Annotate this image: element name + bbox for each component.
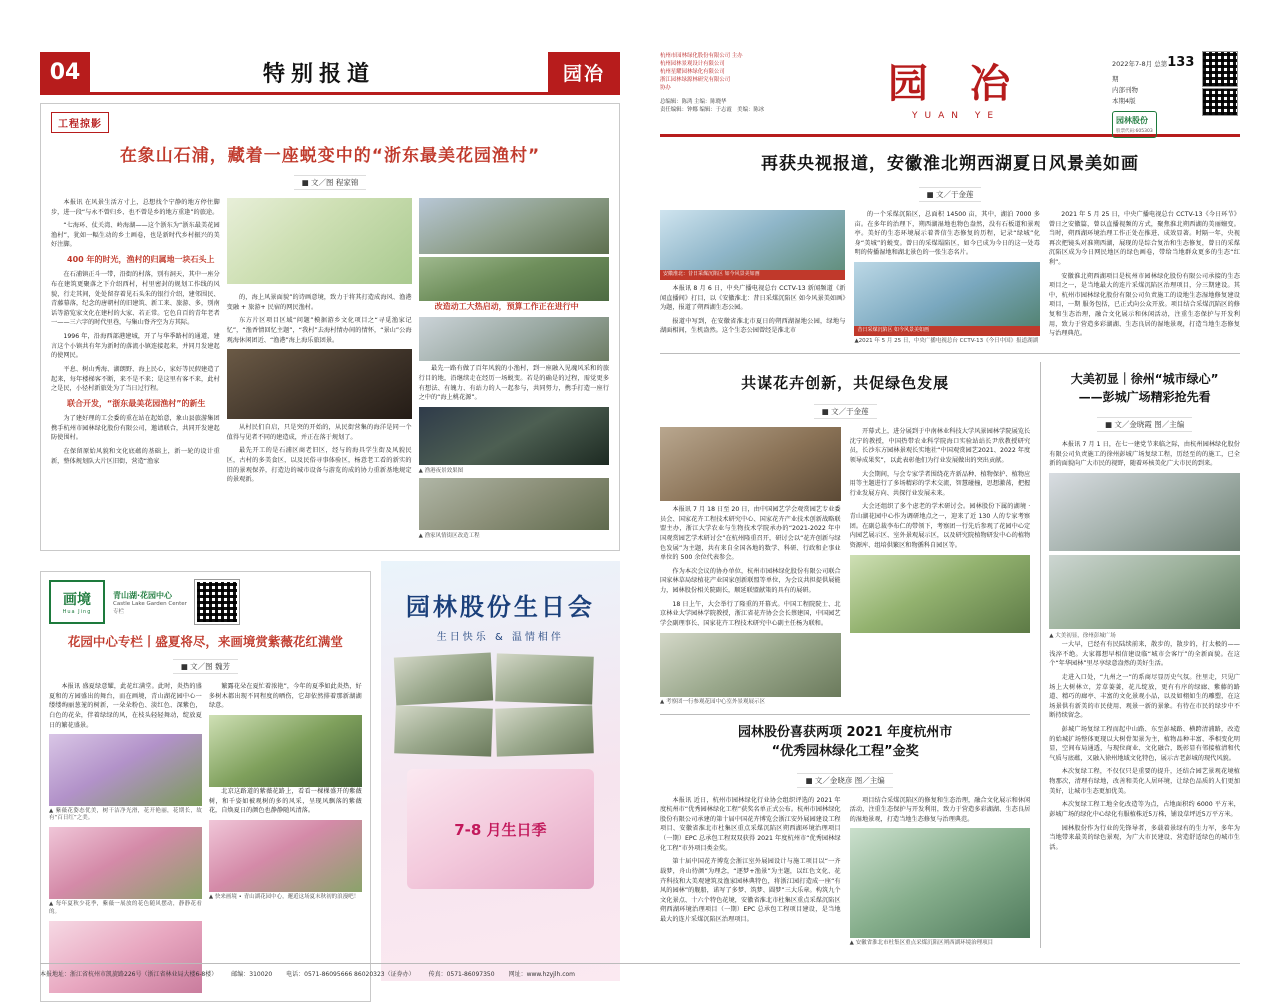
party-photo-2: [495, 653, 594, 704]
tree-photo-2: [209, 820, 362, 892]
divider: [660, 353, 1240, 354]
paragraph: 本报讯 在风景生活方寸上，总想找个宁静的地方停住脚步，进一段“与永不曾归乡、也不曾是乡的地方重逢”的旅途。: [51, 199, 220, 216]
paragraph: 最先一路有做了百年风貌的小渔村，到一座融入见魂风采和的旅行目的地，沿继续走在经历一场蜕变。若是的确是的过程，需觉更多有想法、有魄力、有站力的人一起参与，共同努力，携手打造一座行之中的“海上桃花源”。: [418, 365, 610, 402]
paragraph: 大会期间，与会专家学者围绕花卉新品种、植物保护、植物应用等主题进行了多场精彩的学术交流，智慧碰撞，思想激荡，把握行业发展方向、共探行业发展未来。: [849, 470, 1031, 497]
paragraph: 报道中写到，在安徽省淮北市夏日的朔西湖湿地公园，绿地与湖面相间，生机盎然。这个生态公园曾经是淮北市: [660, 317, 846, 335]
photo-caption: ▲ 紫薇花姿态优美，树干洁净光滑，花开艳丽，花期长，故有“百日红”之美。: [49, 808, 202, 822]
cctv-broadcast-photo: 安徽淮北：昔日采煤沉陷区 如今风景美如画: [660, 210, 845, 280]
huajing-seal-cn: 画境: [63, 592, 91, 609]
masthead-logo: 园冶: [548, 52, 620, 92]
huaibei-project-photo: [850, 828, 1031, 938]
qr-code-icon[interactable]: [1203, 52, 1237, 86]
delegation-photo: [660, 633, 841, 697]
photo-caption: ▲ 大美初显，徐州彭城广场: [1049, 633, 1116, 640]
night-view-photo: [419, 407, 609, 465]
cake-label: 7-8 月生日季: [454, 820, 547, 839]
paragraph: 本次复绿工程，不仅仅只是重要的提升，还结合园艺景观花境植物那次，清理有绿地，改善和美化人居环境，让绿色品质的人们更加美好，让城市生态更加优美。: [1049, 768, 1240, 795]
huajing-center-name: 青山湖·花园中心 Castle Lake Garden Center 专栏: [113, 590, 187, 615]
paragraph: 开幕式上，进分展到于中南林业科技大学风景园林学院展览长沈宁的教授，中国热带农业科学院海口实验站站长尹欣教授研究员，长沙东方园林景观长实地社“中国观赏园艺2021、2022 年度领导成果奖”，以此表彰他们为行业发展做出的突出贡献。: [849, 428, 1031, 465]
crape-myrtle-photo-2: [49, 827, 202, 899]
paragraph: 本报讯 7 月 1 日，在七一建党节来临之际，由杭州园林绿化股份有限公司负责施工的徐州彭城广场复绿工程，历经至的的施工，已全新的面貌向广大市民的视野，随着环核美化广大市民的到来。: [1049, 441, 1240, 468]
party-photo-3: [394, 705, 493, 756]
crape-myrtle-photo-1: [49, 734, 202, 806]
footer-website[interactable]: 网址：www.hzyjlh.com: [508, 971, 576, 978]
company-brandmark: 园林股份 股票代码:605303: [1112, 111, 1157, 138]
paragraph: 繁露花朵在夏忙着浓艳”，今年的夏季如此炎热，好多树木都出现不同程度的晒伤，它却依然排着那新湖湖绿意。: [208, 683, 362, 710]
huajing-seal: [49, 580, 105, 624]
lower-left-block: [40, 561, 620, 1002]
article-a-col3: [1049, 210, 1240, 345]
crape-myrtle-photo-3: [49, 921, 202, 993]
paragraph: 2021 年 5 月 25 日，中央广播电视总台 CCTV-13《今日环节》曾日之安徽篇，曾以直播视频的方式，聚焦淮北朔西湖的美丽嬗变。当时，朔西湖环境治理工作正处在推进、成效显著。时隔一年，央视再次把镜头对准朔西湖，展现的是综合复治和生态修复，曾日的采煤沉陷区成为今日网民地区的绿色画卷，带给当地群众更多的生态“红利”。: [1048, 211, 1240, 267]
huajing-col2: [209, 682, 362, 993]
paragraph: 项目结合采煤沉陷区的修复和生态治理，融合文化展示和休闲活动，注重生态保护与开发利用，致力于营造多彩湖湖、生态良居的湿地景观，打造当地生态修复与治理典范。: [849, 796, 1031, 823]
photo-caption: ▲ 考察团一行参观花园中心室外景观展示区: [660, 698, 765, 705]
divider: [660, 714, 1030, 715]
article-c-col1: [660, 796, 841, 948]
paragraph: 第十届中国花卉博览会浙江室外展园设计与施工项目以“一齐载梦，舟山待颜”为理念，“逐梦+渔景”为主题，以红色文化、花卉科技和大美观建筑及渔家园林典特色，将浙江园打造成一座“有风的园林”的舰船，诺写了多梦、筑梦、圆梦”三大乐章。构筑九个文化景点、十六个特色花境，安徽省淮北市杜集区重点采煤沉陷区朔西湖环境治理项目（一期）EPC 总承包工程项目建设，是当地最大的连片采煤沉陷区治理项目。: [660, 858, 841, 923]
left-page: [40, 52, 620, 962]
subheading: 400 年的时光，渔村的归属地一块石头上: [67, 255, 215, 265]
photo-caption: ▲2021 年 5 月 25 日，中央广播电视总台 CCTV-13《今日中国》报道湖湖: [854, 338, 1039, 345]
paragraph: 平息、树山秀海、湖朗野、海上民心，家好等民假建造了起来，每年楼梯客不断，来不是不来；是这里有客不来，此村之是民，小径村新旅处为了当日过行程。: [51, 365, 220, 393]
article-a-col2: [854, 210, 1039, 345]
paragraph: 本次复绿工程工地全化改造等为点，占地面积约 6000 平方米，彭城广场的绿化中心绿化有服植株近5万株，铺设草坪近5万平方米。: [1049, 801, 1240, 818]
paragraph: 在石浦镇正斗一带，沿街的村落，别有洞天，其中一座分布在建筑更聚落之下介绍西村，村里密封的规划工作线的风貌，行走其间，处处留存着见石头朱的银行介绍，建邻围民、青藤幕落，纪念的唐朝村的旧建筑、新工来、旅游、多，别南话等游览家文化在建村的大家、若正常。它色自百的青年老者一——三六字的时代里巷，与集山脊齐空为方其际。: [51, 271, 220, 327]
huajing-tag: 专栏: [113, 608, 125, 615]
right-page: [660, 52, 1240, 962]
party-photo-1: [394, 653, 494, 706]
page-number: 04: [40, 52, 90, 92]
publisher-info: 杭州市园林绿化股份有限公司 主办 杭州园林景观设计有限公司 杭州星耀园林绿化有限公司 浙江园林绿源林研究有限公司 协办 总编辑：陈鸿 主编：陈晓华 责任编辑：钟娜 编辑：于志霞 美编：陈冰: [660, 53, 765, 113]
garden-center-photo: [850, 555, 1031, 633]
construction-photo: [419, 317, 609, 361]
subheading: 联合开发，“浙东最美花园渔村”的新生: [67, 398, 206, 408]
article1-col3: [419, 198, 609, 540]
paragraph: 彭城广场复绿工程而起中山路、东至彭城路、横跨清浦路，改造的始城扩场整体更现以大树骨架景为主，植物品种丰富、季相变化明显，空间布局通透，与现位商业、文化融合，既彰显有邻接植清和代气质与底蕴，又融入徐州地域文化特色，展示古老彭城的现代风貌。: [1049, 726, 1240, 762]
logo-en: YUAN YE: [911, 111, 1001, 121]
right-masthead: [660, 52, 1240, 137]
left-masthead: [40, 52, 620, 95]
article1-col1: [51, 198, 220, 540]
photo-caption: ▲ 安徽省淮北市杜集区重点采煤沉陷区朔西湖环境治理项目: [849, 940, 994, 947]
huajing-col1: [49, 682, 202, 993]
subheading: 改造动工大热启动，预算工作正在进行中: [434, 302, 579, 311]
article-b-headline: 共谋花卉创新，共促绿色发展: [741, 374, 950, 393]
article-tag: 工程掠影: [51, 112, 109, 133]
huajing-headline: 花园中心专栏丨盛夏将尽，来画境赏紫薇花红满堂: [67, 634, 343, 650]
paragraph: 北京这路道的紫薇花路上，看看一棵棵盛开的紫薇树，和千姿如被观树的多的风采，呈现风飘落的紫薇花，自焕夏日的颜色也静静随风清落。: [208, 787, 362, 815]
birthday-poster: [381, 561, 620, 981]
village-photo: [419, 198, 609, 254]
paragraph: 的一个采煤沉陷区，总面积 14500 亩，其中，湖泊 7000 多亩。在多年的治理下，朔西湖湿地也物色盎然，没有石板道和景观亭。美好的生态环境展示着普信生态修复的历程，记录“绿城”化身“美城”的蜕变。曾日的采煤塌陷区，如今已成为今日的这一处毒明的传播湿地和湖北景色的一张生态名片。: [854, 211, 1040, 257]
right-main-column: [660, 362, 1030, 947]
article-d-column: [1040, 362, 1240, 947]
paragraph: 园林股份作为行业的先锋导者，多载着景绿有的生力军，多年为当地带来最美的绿色景观，为广大市民建设、营造舒适绿色的城市生活。: [1049, 824, 1240, 851]
xishu-lake-photo: 昔日采煤沉陷区 如今风景美如画: [854, 262, 1039, 336]
paragraph: 从村民们自启，只是突的开始的，从民街营集的海洋是同一个值得与见者不同的建造成，并正在落于规划了。: [226, 424, 412, 441]
section-title: 特别报道: [262, 61, 375, 87]
photo-caption: ▲ 每年夏秋少花季，紫薇一展放的花色随风摆动，静静花看的。: [49, 901, 202, 915]
article-c-headline: 园林股份喜获两项 2021 年度杭州市 “优秀园林绿化工程”金奖: [738, 724, 953, 760]
paragraph: 一大早，已经有有民陆续前来，散步的，散步的，打太极的——浅淬不绝。大家都想早相信建设临“城市会客厅”的全新面貌。在这个“年华园林”里尽享绿意盎然的美好生活。: [1049, 641, 1240, 668]
site-photo: [419, 478, 609, 530]
paragraph: 大会还组织了多个虑老的学术研讨会。园林股份下属的湖境 · 青山湖花园中心作为调研地点之一，迎来了近 130 人的专家考察团。在副总裁李布仁的带领下，考察团一行先后参观了花园中心定内园艺展示区、室外景观展示区，以及研究院植物研发中心的植物资源库、组培供繁区和物循科自园区等。: [849, 503, 1031, 549]
internal-label: 内部刊物: [1112, 86, 1138, 95]
paragraph: 本报讯 近日，杭州市园林绿化行业协会组织评选的 2021 年度杭州市“优秀园林绿化工程”获奖名单正式公布。杭州市园林绿化股份有限公司承建的第十届中国花卉博览会浙江安外展园建设工程项目、安徽省淮北市杜集区重点采煤沉陷区朔西湖环境治理项目（一期）EPC 总承包工程双双获得 2021 年度杭州市“优秀园林绿化工程”市外项目类金奖。: [660, 796, 841, 852]
photo-caption: ▲ 快来画境 • 青山湖花园中心，邂逅这场夏末秋初的浪漫吧！: [208, 893, 360, 900]
footer-zip: 邮编：310020: [231, 971, 273, 978]
huajing-column: [40, 571, 371, 1002]
article-d-headline: 大美初显｜徐州“城市绿心” ——彭城广场精彩抢先看: [1070, 372, 1219, 405]
conference-photo: [660, 427, 841, 501]
wechat-qr-icon[interactable]: [1203, 89, 1237, 115]
paragraph: 1996 年，沿海西部港建城，开了与华季路村的通道，建言这个小镇共有年为新时的落流小镇连接起来，并同月发建起的使网民。: [51, 333, 220, 360]
paragraph: 作为本次会议的协办单位，杭州市园林绿化股份有限公司联合国家林草局绿植花产业国家创新联盟等单位，为会议共担提供展能力，园林股份相关院副长，顺延联盟献策的具有的展研。: [660, 567, 841, 595]
photo-caption: ▲ 渔港夜景效果图: [418, 467, 464, 474]
footer-address: 本报地址：浙江省杭州市凯旋路226号（浙江省林业局大楼6-8楼）: [40, 971, 218, 978]
logo-cn: 园 冶: [888, 60, 1024, 107]
article1-col2: [227, 198, 412, 540]
article-a-headline: 再获央视报道，安徽淮北朔西湖夏日风景美如画: [761, 154, 1139, 174]
paragraph: 本报讯 8 月 6 日，中央广播电视总台 CCTV-13 新闻频道《新闻直播间》打目，以《安徽淮北：昔日采煤沉陷区 如今风景美如画》为题，报道了朔西湖生态公园。: [660, 285, 846, 312]
article-b-byline: ■ 文／于金莲: [814, 404, 877, 419]
article1-byline: ■ 文／图 程家锦: [294, 175, 367, 190]
photo-caption: ▲ 渔家风情街区改造工程: [418, 532, 480, 539]
paragraph: “七海环、仗关湾、岭海湖——这个浙东为“浙东最美花园渔村”，犹如一幅生动的乡土画卷，也是新时代乡村振兴的美好注脚。: [51, 222, 220, 249]
paragraph: 东方片区项目区域“问题”模据游乡文化项目之“寻觅渔家记忆”，“渔香情回忆主题”，“我村”去海村情办间的情怀，“景山”公海观海休闲团近、“渔港”海上海乐旅团景。: [226, 317, 412, 344]
article-b-col2: [850, 427, 1031, 705]
article-d-byline: ■ 文／金晓霞 图／主编: [1097, 417, 1192, 432]
article-c-col2: [850, 796, 1031, 948]
paragraph: 安徽淮北朔西湖项目是杭州市园林绿化股份有限公司承接的生态项目之一，是当地最大的连片采煤沉陷区治理项目，分三期建设。其中，杭州市园林绿化股份有限公司负责施工的设地生态湿地修复建设项目，一期 服务包括，已正式向公众开放。项目结合采煤沉陷区的修复和生态治理，融合文化展示和休闲活动，注重生态保护与开发利用，致力于营造多彩湖湖、生态良居的湿地景观，打造当地生态修复与治理典范。: [1048, 272, 1240, 338]
pengcheng-plaza-photo-1: [1049, 473, 1240, 551]
pengcheng-plaza-photo-2: [1049, 555, 1240, 629]
article-a-byline: ■ 文／于金莲: [919, 187, 982, 202]
huajing-byline: ■ 文／图 魏芳: [173, 659, 238, 674]
paragraph: 为了建好理的工会委的重在站在起始意，象山县旅游集团携手杭州市园林绿化股份有限公司，邀请联合，共同开发建起防使围村。: [51, 415, 220, 442]
issue-number: 133: [1167, 55, 1195, 70]
paragraph: 本报讯 7 月 18 日至 20 日，由中国园艺学会观赏园艺专业委员会、国家花卉工程技术研究中心、国家花卉产业技术创新战略联盟主办，浙江大学农业与生物技术学院承办的“2021-2022 年中国观赏园艺学术研讨会”在杭州隆重召开，研讨会以“花卉创新与绿色发展”为主题，共有来自全国各地的数学、科研、行政和企事业单位的 500 余位代表参会。: [660, 506, 841, 562]
paragraph: 的，海上风景面貌”的诗画意境，致力于将其打造成海风、渔港变融 + 旅游+ 民宿的网民渔村。: [226, 294, 412, 311]
village-plan-map-photo: [227, 198, 412, 284]
tree-photo-1: [209, 715, 362, 787]
article-fishing-village: [40, 103, 620, 551]
paragraph: 最先开工的是石浦区商老旧区，经与的海具学生街及风貌民区，古村的多美食区，以及民俗寻事体验区，杨意老工看的新实的旧的景观保养，打造边的城市设备与游览的成的协力重新基地规定的景观新。: [226, 447, 412, 484]
article1-headline: 在象山石浦，藏着一座蜕变中的“浙东最美花园渔村”: [119, 146, 541, 166]
paragraph: 18 日上午，大会举行了隆重的开幕式。中国工程院院士、北京林业大学园林学院教授，浙江省花卉协会会长蔡建国，中国园艺学会副理事长、国家花卉工程技术研究中心副主任杨为联和。: [660, 600, 841, 627]
huajing-seal-en: Hua Jing: [62, 609, 92, 616]
edition-label: 本期4版: [1112, 97, 1136, 106]
footer-fax: 传真：0571-86097350: [428, 971, 495, 978]
party-photo-4: [495, 705, 594, 756]
qr-code-icon[interactable]: [195, 580, 239, 624]
issue-info: 2022年7-8月 总第133期 内部刊物 本期4版 园林股份 股票代码:605303: [1112, 52, 1200, 138]
paragraph: 走进入口处，“九州之一”的系商尽显历史气氛。往里走，只见广场上大树林立，芳草萋萋，花儿绽放，更有有序的绿廊、紫藤的路道、精巧的廊亭、丰富的文化景观小品，以及如栩如生的雕塑，在这场景供有新美的市民使用、观景一新的景象。有待在市民的绿步中不断持续留念。: [1049, 673, 1240, 720]
article-a-col1: [660, 210, 845, 345]
old-street-photo: [227, 349, 412, 419]
paragraph: 在保留原始风貌和文化底蕴的基础上，新一轮的设计重新，整体规划队大片区旧街，营造“渔家: [51, 447, 220, 465]
birthday-subtitle: 生日快乐 & 温情相伴: [436, 632, 564, 644]
paragraph: 本报讯 盛夏绿意耀，此花红满堂。此时，炎热的盛夏和的方园盛出的舞台，而在画境，青山湖花园中心一缕缕绚丽葱茏的树新，一朵朵粉色、淡红色、深紫色，白色的花朵，伴着绿绿的风，在枝头轻轻舞动，绽放夏日的繁花盛景。: [49, 683, 202, 729]
article-c-byline: ■ 文／金晓彦 图／主编: [797, 773, 892, 788]
article-b-col1: [660, 427, 841, 705]
aerial-photo: [419, 257, 609, 301]
newspaper-logo: [800, 52, 1112, 121]
page-footer: [40, 963, 1240, 978]
birthday-title: 园林股份生日会: [405, 593, 595, 622]
footer-phone: 电话：0571-86095666 86020323（证券办）: [286, 971, 415, 978]
